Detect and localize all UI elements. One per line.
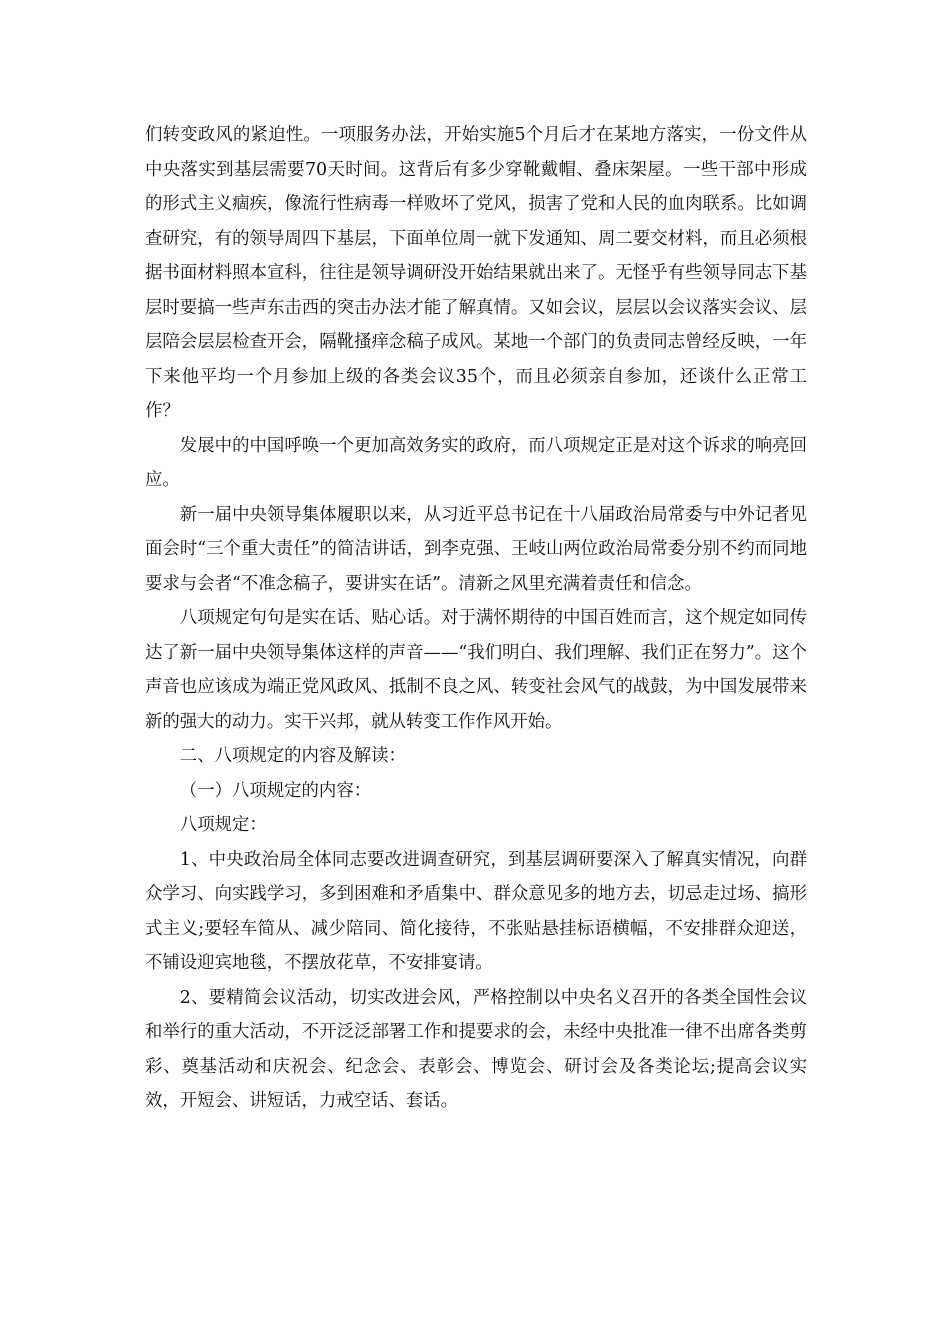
list-heading-eight-rules: 八项规定： xyxy=(179,815,267,835)
document-page xyxy=(145,118,807,1119)
paragraph-eight-rules-voice: 八项规定句句是实在话、贴心话。对于满怀期待的中国百姓而言，这个规定如同传达了新一届中央领导集体这样的声音——“我们明白、我们理解、我们正在努力”。这个声音也应该成为端正党风政风、抵制不良之风、转变社会风气的战鼓，为中国发展带来新的强大的动力。实干兴邦，就从转变工作作风开始。 xyxy=(145,608,807,732)
rule-item-2: 2、要精简会议活动，切实改进会风，严格控制以中央名义召开的各类全国性会议和举行的重大活动，不开泛泛部署工作和提要求的会，未经中央批准一律不出席各类剪彩、奠基活动和庆祝会、纪念会、表彰会、博览会、研讨会及各类论坛;提高会议实效，开短会、讲短话，力戒空话、套话。 xyxy=(145,987,807,1111)
paragraph-continuation: 们转变政风的紧迫性。一项服务办法，开始实施5个月后才在某地方落实，一份文件从中央落实到基层需要70天时间。这背后有多少穿靴戴帽、叠床架屋。一些干部中形成的形式主义痼疾，像流行性病毒一样败坏了党风，损害了党和人民的血肉联系。比如调查研究，有的领导周四下基层，下面单位周一就下发通知、周二要交材料，而且必须根据书面材料照本宣科，往往是领导调研没开始结果就出来了。无怪乎有些领导同志下基层时要搞一些声东击西的突击办法才能了解真情。又如会议，层层以会议落实会议、层层陪会层层检查开会，隔靴搔痒念稿子成风。某地一个部门的负责同志曾经反映，一年下来他平均一个月参加上级的各类会议35个，而且必须亲自参加，还谈什么正常工作？ xyxy=(145,125,807,421)
section-heading-contents: 二、八项规定的内容及解读： xyxy=(179,746,406,766)
subsection-heading-contents: （一）八项规定的内容： xyxy=(179,780,372,801)
paragraph-new-leadership: 新一届中央领导集体履职以来，从习近平总书记在十八届政治局常委与中外记者见面会时“三个重大责任”的简洁讲话，到李克强、王岐山两位政治局常委分别不约而同地要求与会者“不准念稿子，要讲实在话”。清新之风里充满着责任和信念。 xyxy=(145,504,807,594)
paragraph-efficient-government: 发展中的中国呼唤一个更加高效务实的政府，而八项规定正是对这个诉求的响亮回应。 xyxy=(145,435,807,490)
rule-item-1: 1、中央政治局全体同志要改进调查研究，到基层调研要深入了解真实情况，向群众学习、向实践学习，多到困难和矛盾集中、群众意见多的地方去，切忌走过场、搞形式主义;要轻车简从、减少陪同、简化接待，不张贴悬挂标语横幅，不安排群众迎送，不铺设迎宾地毯，不摆放花草，不安排宴请。 xyxy=(145,849,807,973)
